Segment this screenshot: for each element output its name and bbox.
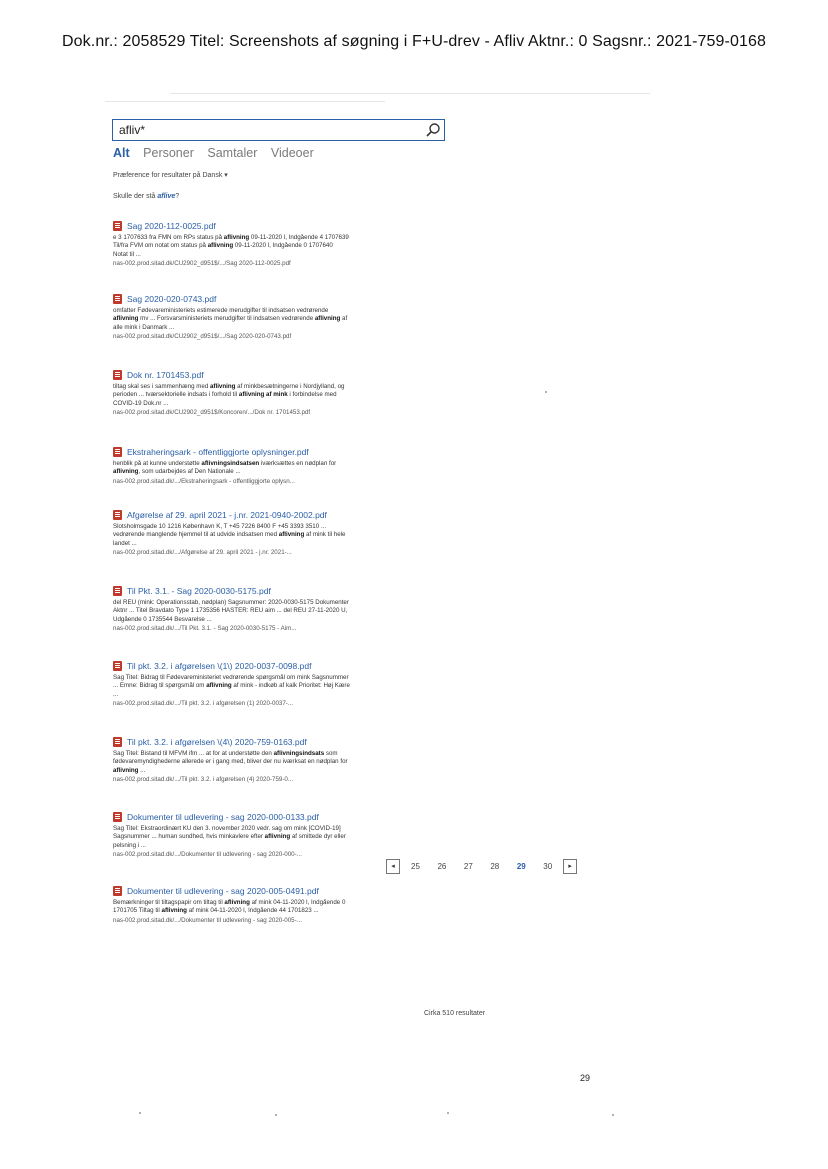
snippet-highlight: aflivning	[278, 531, 305, 539]
snippet-text: af mink - indkøb af kalk Prioritet: Høj Kære	[231, 682, 350, 690]
search-result	[113, 294, 458, 341]
result-snippet-line	[113, 616, 458, 624]
page-link[interactable]: 25	[411, 862, 420, 872]
search-result	[113, 886, 458, 925]
pdf-file-icon	[113, 661, 122, 671]
result-snippet-line	[113, 307, 458, 315]
result-snippet-line	[113, 531, 458, 539]
pdf-file-icon	[113, 510, 122, 520]
search-box[interactable]	[112, 119, 445, 141]
snippet-highlight: aflivning	[223, 234, 250, 241]
search-result	[113, 221, 458, 268]
snippet-highlight: aflivning	[206, 682, 232, 690]
pdf-file-icon	[113, 447, 122, 457]
snippet-highlight: aflivning	[209, 383, 236, 390]
snippet-text: Sag Titel: Ekstraordinært KU den 3. november 2020 vedr. sag om mink [COVID-19]	[113, 825, 341, 832]
scan-speck	[139, 1112, 141, 1114]
pdf-file-icon	[113, 737, 122, 747]
snippet-text: Bemærkninger til tiltagspapir om tiltag til	[113, 899, 225, 906]
suggestion-suffix: ?	[175, 193, 180, 200]
scan-speck	[275, 1114, 277, 1116]
snippet-text: 09-11-2020 l, Indgående 0 1707640	[233, 242, 333, 250]
search-input[interactable]	[113, 120, 419, 140]
result-title-text: Dokumenter til udlevering - sag 2020-000-0133.pdf	[127, 812, 319, 822]
snippet-text: iværksættes en nødplan for	[259, 460, 337, 467]
tab-alt[interactable]: Alt	[113, 146, 130, 160]
result-snippet-line	[113, 540, 458, 548]
snippet-text: e 3 1707633 fra FMN om RPs status på	[113, 234, 224, 241]
result-title-text: Dok nr. 1701453.pdf	[127, 370, 204, 380]
spelling-suggestion	[113, 193, 179, 200]
result-count: Cirka 510 resultater	[424, 1010, 486, 1017]
snippet-highlight: aflivningsindsats	[273, 750, 325, 757]
pdf-file-icon	[113, 586, 122, 596]
snippet-text: , som udarbejdes af Den Nationale ...	[138, 468, 241, 476]
snippet-highlight: aflivning	[264, 833, 291, 841]
page-link[interactable]: 30	[543, 862, 553, 872]
current-page-link[interactable]: 29	[516, 862, 526, 872]
result-url: nas-002.prod.sitad.dk/.../Afgørelse af 29. april 2021 - j.nr. 2021-...	[113, 549, 292, 557]
page-link[interactable]: 26	[437, 862, 447, 872]
search-icon[interactable]	[425, 122, 441, 138]
snippet-text: mv ... Forsvarsministeriets merudgifter til indsatsen vedrørende	[138, 315, 315, 323]
language-preference-link[interactable]: Præference for resultater på Dansk ▾	[113, 172, 228, 179]
result-snippet-line	[113, 383, 458, 391]
snippet-text: COVID-19 Dok.nr ...	[113, 399, 169, 407]
result-snippet-line	[113, 234, 458, 242]
document-header: Dok.nr.: 2058529 Titel: Screenshots af søgning i F+U-drev - Afliv Aktnr.: 0 Sagsnr.: 2021-759-0168	[62, 33, 766, 50]
snippet-text: henblik på at kunne understøtte	[113, 460, 202, 467]
snippet-highlight: aflivning	[113, 468, 139, 476]
result-url: nas-002.prod.sitad.dk/.../Til pkt. 3.2. i afgørelsen (4) 2020-759-0...	[113, 776, 293, 784]
scan-speck	[545, 391, 547, 393]
search-result	[113, 370, 458, 417]
snippet-text: Sag Titel: Bidrag til Fødevareministeriet vedrørende spørgsmål om mink Sagsnummer	[113, 674, 349, 681]
result-url: nas-002.prod.sitad.dk/.../Dokumenter til udlevering - sag 2020-005-...	[113, 916, 302, 924]
pdf-file-icon	[113, 812, 122, 822]
result-title-text: Til pkt. 3.2. i afgørelsen \(1\) 2020-0037-0098.pdf	[127, 661, 312, 671]
pagination	[386, 858, 577, 878]
result-snippet-line	[113, 682, 458, 690]
snippet-highlight: aflivning	[113, 766, 139, 774]
snippet-text: Sagsnummer ... human sundhed, hvis minkavlere efter	[113, 833, 265, 841]
result-title-text: Sag 2020-020-0743.pdf	[127, 294, 217, 304]
search-result	[113, 510, 458, 557]
previous-page-button[interactable]: ◂	[386, 859, 400, 874]
divider	[105, 101, 385, 102]
result-snippet-line	[113, 400, 458, 408]
pdf-file-icon	[113, 886, 122, 896]
result-title-link[interactable]	[113, 510, 458, 520]
divider	[170, 93, 650, 94]
result-snippet-line	[113, 825, 458, 833]
snippet-text: af mink 04-11-2020 l, Indgående 0	[249, 899, 346, 906]
result-snippet-line	[113, 899, 458, 907]
snippet-text: del REU (mink: Operationsstab, nødplan) Sagsnummer: 2020-0030-5175 Dokumenter	[113, 599, 349, 606]
tab-bar	[113, 146, 324, 160]
snippet-text: landet ...	[113, 539, 137, 547]
result-url: nas-002.prod.sitad.dk/.../Dokumenter til udlevering - sag 2020-000-...	[113, 851, 302, 859]
suggestion-prefix: Skulle der stå	[113, 193, 158, 200]
result-title-link[interactable]	[113, 886, 458, 896]
result-snippet-line	[113, 750, 458, 758]
result-snippet-line	[113, 907, 458, 915]
snippet-text: ...	[113, 690, 119, 698]
snippet-text: Slotsholmsgade 10 1216 København K, T +45 7226 8400 F +45 3393 3510 ...	[113, 523, 327, 530]
snippet-text: af mink 04-11-2020 l, Indgående 44 1701823 ...	[186, 907, 319, 915]
next-page-button[interactable]: ▸	[563, 859, 577, 874]
result-title-link[interactable]	[113, 370, 458, 380]
snippet-text: pelsning i ...	[113, 841, 147, 849]
snippet-text: perioden ... tværsektorielle indsats i forhold til	[113, 391, 239, 399]
result-snippet-line	[113, 391, 458, 399]
snippet-text: Sag Titel: Bistand til MFVM ifm ... at for at understøtte den	[113, 750, 274, 757]
snippet-text: af mink til hele	[304, 531, 346, 539]
result-snippet-line	[113, 315, 458, 323]
result-title-link[interactable]	[113, 737, 458, 747]
snippet-text: Notat til ...	[113, 250, 141, 258]
pdf-file-icon	[113, 294, 122, 304]
snippet-text: ...	[138, 766, 146, 774]
result-snippet-line	[113, 324, 458, 332]
snippet-highlight: aflivning	[113, 315, 139, 323]
snippet-text: som	[324, 750, 338, 757]
result-snippet-line	[113, 691, 458, 699]
result-title-link[interactable]	[113, 294, 458, 304]
result-title-link[interactable]	[113, 812, 458, 822]
snippet-highlight: aflivningsindsatsen	[201, 460, 260, 467]
tab-videoer[interactable]: Videoer	[270, 146, 314, 160]
snippet-text: Aktnr ... Titel Bravdato Type 1 1735356 HASTER: REU aim ... del REU 27-11-2020 U,	[113, 607, 348, 615]
snippet-text: Til/fra FVM om notat om status på	[113, 242, 208, 250]
result-title-link[interactable]	[113, 221, 458, 231]
snippet-text: af smittede dyr eller	[290, 833, 346, 841]
result-snippet-line	[113, 242, 458, 250]
result-title-text: Dokumenter til udlevering - sag 2020-005-0491.pdf	[127, 886, 319, 896]
snippet-text: vedrørende manglende hjemmel til at udvide indsatsen med	[113, 531, 279, 539]
search-result	[113, 661, 458, 708]
snippet-text: fødevaremyndighederne allerede er i gang med, bliver der nu iværksat en nødplan for	[113, 758, 348, 766]
tab-samtaler[interactable]: Samtaler	[207, 146, 258, 160]
result-snippet-line	[113, 460, 458, 468]
snippet-text: 1701705 Tiltag til	[113, 907, 162, 915]
page-link[interactable]: 28	[490, 862, 500, 872]
snippet-text: alle mink i Danmark ...	[113, 323, 175, 331]
result-snippet-line	[113, 758, 458, 766]
snippet-highlight: aflivning af mink	[238, 391, 288, 399]
result-snippet-line	[113, 468, 458, 476]
result-snippet-line	[113, 607, 458, 615]
page-number: 29	[580, 1073, 591, 1083]
suggestion-link[interactable]: aflive	[157, 193, 176, 200]
result-url: nas-002.prod.sitad.dk/CU2902_d951$/.../Sag 2020-112-0025.pdf	[113, 260, 291, 268]
result-url: nas-002.prod.sitad.dk/.../Ekstraheringsark - offentliggjorte oplysn...	[113, 477, 295, 485]
snippet-text: ... Emne: Bidrag til spørgsmål om	[113, 682, 207, 690]
snippet-text: tiltag skal ses i sammenhæng med	[113, 383, 210, 390]
snippet-highlight: aflivning	[161, 907, 187, 915]
result-url: nas-002.prod.sitad.dk/CU2902_d951$/Koncoren/.../Dok nr. 1701453.pdf	[113, 409, 311, 417]
result-title-text: Til Pkt. 3.1. - Sag 2020-0030-5175.pdf	[127, 586, 271, 596]
result-title-text: Afgørelse af 29. april 2021 - j.nr. 2021-0940-2002.pdf	[127, 510, 327, 520]
result-url: nas-002.prod.sitad.dk/CU2902_d951$/.../Sag 2020-020-0743.pdf	[113, 333, 292, 341]
page-link[interactable]: 27	[463, 862, 473, 872]
search-result	[113, 737, 458, 784]
snippet-highlight: aflivning	[224, 899, 250, 906]
snippet-highlight: aflivning	[314, 315, 341, 323]
result-title-text: Til pkt. 3.2. i afgørelsen \(4\) 2020-759-0163.pdf	[127, 737, 307, 747]
result-title-link[interactable]	[113, 447, 458, 457]
snippet-text: i forbindelse med	[287, 391, 337, 399]
result-title-link[interactable]	[113, 586, 458, 596]
result-url: nas-002.prod.sitad.dk/.../Til Pkt. 3.1. - Sag 2020-0030-5175 - Aim...	[113, 625, 297, 633]
result-url: nas-002.prod.sitad.dk/.../Til pkt. 3.2. i afgørelsen (1) 2020-0037-...	[113, 700, 293, 708]
tab-personer[interactable]: Personer	[143, 146, 194, 160]
result-title-link[interactable]	[113, 661, 458, 671]
snippet-text: omfatter Fødevareministeriets estimerede merudgifter til indsatsen vedrørende	[113, 307, 329, 314]
result-snippet-line	[113, 842, 458, 850]
scan-speck	[612, 1114, 614, 1116]
snippet-text: 09-11-2020 l, Indgående 4 1707639	[249, 234, 349, 241]
snippet-text: Udgående 0 1735544 Besvarelse ...	[113, 615, 212, 623]
search-result	[113, 812, 458, 859]
snippet-text: af	[340, 315, 348, 323]
result-snippet-line	[113, 251, 458, 259]
result-snippet-line	[113, 674, 458, 682]
snippet-text: af minkbesætningerne i Nordjylland, og	[235, 383, 345, 390]
search-result	[113, 586, 458, 633]
pdf-file-icon	[113, 370, 122, 380]
result-title-text: Ekstraheringsark - offentliggjorte oplysninger.pdf	[127, 447, 309, 457]
result-snippet-line	[113, 767, 458, 775]
snippet-highlight: aflivning	[207, 242, 234, 250]
scan-speck	[447, 1112, 449, 1114]
result-title-text: Sag 2020-112-0025.pdf	[127, 221, 216, 231]
pdf-file-icon	[113, 221, 122, 231]
result-snippet-line	[113, 599, 458, 607]
search-result	[113, 447, 458, 486]
result-snippet-line	[113, 833, 458, 841]
result-snippet-line	[113, 523, 458, 531]
